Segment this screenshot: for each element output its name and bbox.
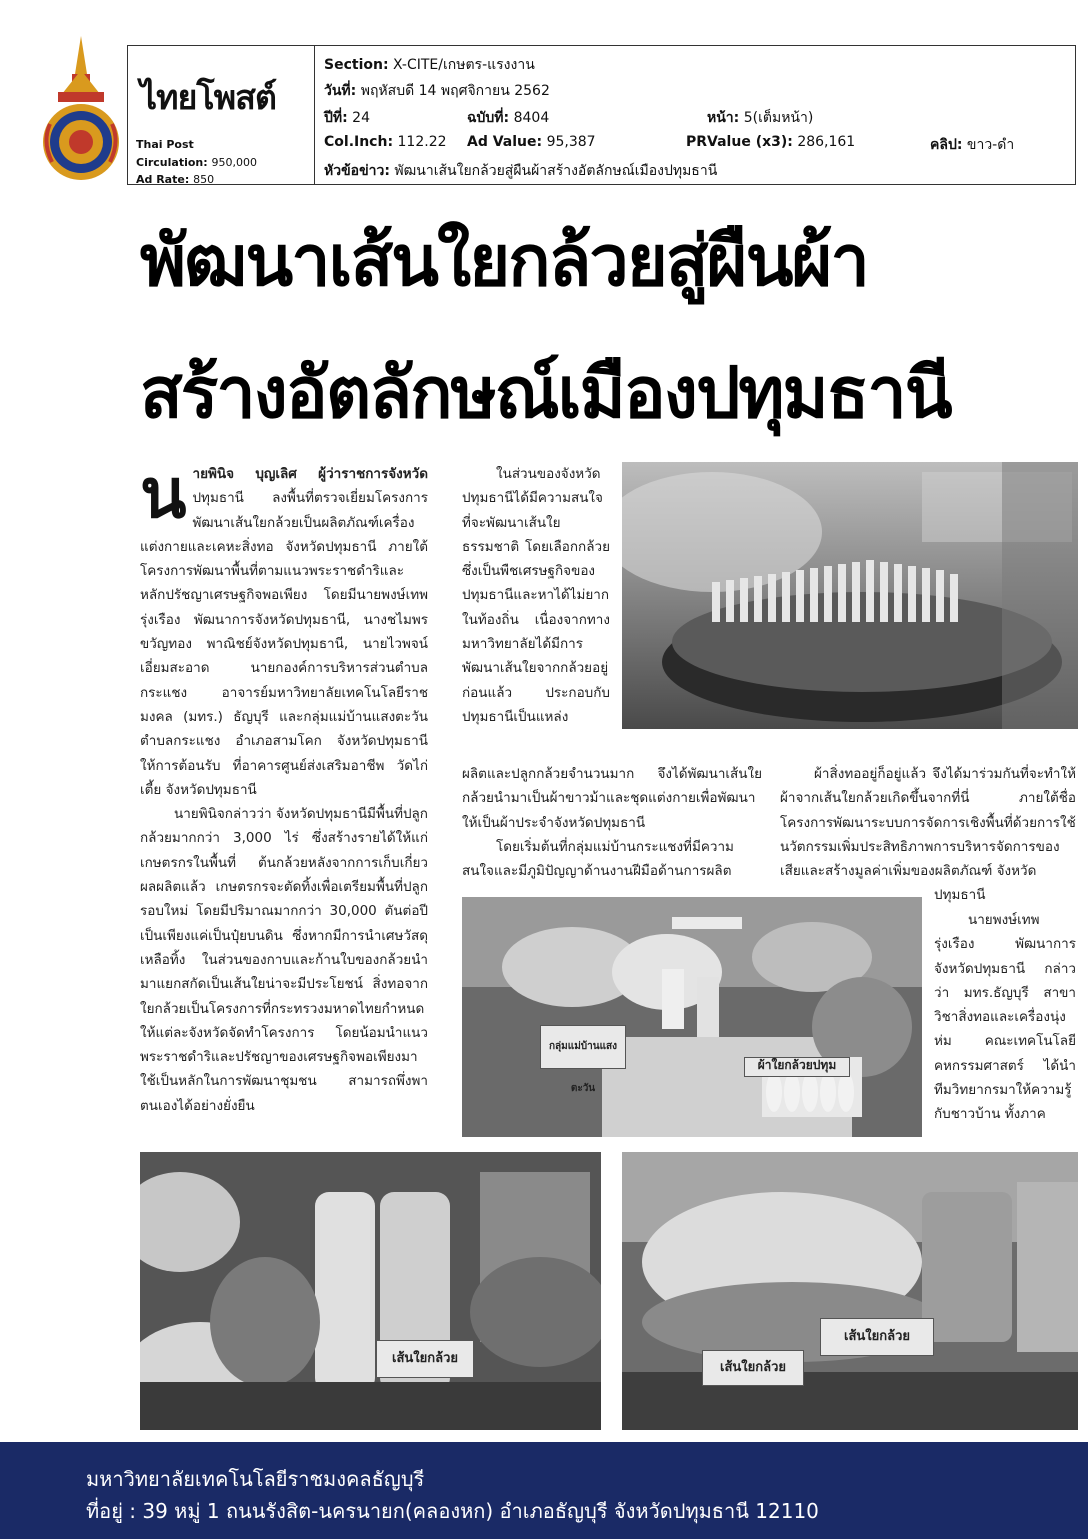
article-col2-paragraph-1-cont: ผลิตและปลูกกล้วยจำนวนมาก จึงได้พัฒนาเส้นใยกล้วยนำมาเป็นผ้าขาวม้าและชุดแต่งกายเพื่อพัฒนาให้เป็นผ้าประจำจังหวัดปทุมธานี [462, 766, 762, 831]
clip-label: คลิป: [930, 137, 963, 153]
photo-thread-spools [622, 462, 1078, 729]
advalue-row [467, 134, 596, 150]
article-col1-paragraph-2: นายพินิจกล่าวว่า จังหวัดปทุมธานีมีพื้นที่ปลูกกล้วยมากกว่า 3,000 ไร่ ซึ่งสร้างรายได้ให้แก่เกษตรกรในพื้นที่ ต้นกล้วยหลังจากการเก็บเกี่ยวผลผลิตแล้ว เกษตรกรจะตัดทิ้งเพื่อเตรียมพื้นที่ปลูกรอบใหม่ โดยมีปริมาณมากกว่า 30,000 ตันต่อปี เป็นเพียงแค่เป็นปุ๋ยบนดิน ซึ่งหากมีการนำเศษวัสดุเหลือทิ้ง ในส่วนของกาบและก้านใบของกล้วยนำมาแยกสกัดเป็นเส้นใยน่าจะมีประโยชน์ สิ่งทอจากใยกล้วยเป็นโครงการที่กระทรวงมหาดไทยกำหนดให้แต่ละจังหวัดจัดทำโครงการ โดยน้อมนำแนวพระราชดำริและปรัชญาของเศรษฐกิจพอเพียงมาใช้เป็นหลักในการพัฒนาชุมชน สามารถพึ่งพาตนเองได้อย่างยั่งยืน [140, 806, 428, 1114]
article-col2-paragraph-1: ในส่วนของจังหวัดปทุมธานีได้มีความสนใจที่จะพัฒนาเส้นใยธรรมชาติ โดยเลือกกล้วยซึ่งเป็นพืชเศรษฐกิจของปทุมธานีและหาได้ไม่ยากในท้องถิ่น เนื่องจากทางมหาวิทยาลัยได้มีการพัฒนาเส้นใยจากกล้วยอยู่ก่อนแล้ว ประกอบกับปทุมธานีเป็นแหล่ง [462, 466, 610, 725]
section-row [324, 54, 535, 76]
headline-label: หัวข้อข่าว: [324, 163, 390, 179]
year-value: 24 [352, 110, 370, 126]
year-row [324, 107, 370, 129]
colinch-value: 112.22 [397, 134, 447, 150]
newspaper-info [128, 46, 315, 184]
section-label: Section: [324, 57, 389, 73]
circulation-label: Circulation: [136, 156, 208, 169]
circulation-value: 950,000 [211, 156, 257, 169]
prvalue-label: PRValue (x3): [686, 134, 793, 150]
article-column-3-top [780, 762, 1076, 908]
headline-line-2: สร้างอัตลักษณ์เมืองปทุมธานี [140, 352, 951, 434]
clipping-info-box [127, 45, 1076, 185]
article-column-1 [140, 455, 428, 1118]
page-label: หน้า: [707, 110, 740, 126]
colinch-row [324, 134, 447, 150]
advalue-value: 95,387 [546, 134, 596, 150]
circulation [136, 156, 257, 169]
newspaper-name-en: Thai Post [136, 138, 194, 151]
newspaper-name: ไทยโพสต์ [140, 78, 276, 118]
headline-line-1: พัฒนาเส้นใยกล้วยสู่ผืนผ้า [140, 220, 868, 302]
headline-value: พัฒนาเส้นใยกล้วยสู่ผืนผ้าสร้างอัตลักษณ์เมืองปทุมธานี [394, 163, 718, 179]
article-col2-paragraph-2: โดยเริ่มต้นที่กลุ่มแม่บ้านกระแชงที่มีความสนใจและมีภูมิปัญญาด้านงานฝีมือด้านการผลิต [462, 838, 734, 880]
article-column-2-bottom [462, 762, 762, 883]
clip-row [930, 134, 1014, 156]
university-logo [38, 34, 124, 184]
university-emblem-icon [38, 34, 124, 184]
article-col3-paragraph-1: ผ้าสิ่งทออยู่ก็อยู่แล้ว จึงได้มาร่วมกันที่จะทำให้ผ้าจากเส้นใยกล้วยเกิดขึ้นจากที่นี่ ภายใต้ชื่อโครงการพัฒนาระบบการจัดการเชิงพื้นที่ด้วยการใช้นวัตกรรมเพิ่มประสิทธิภาพการบริหารจัดการของเสียและสร้างมูลค่าเพิ่มของผลิตภัณฑ์ จังหวัด [780, 766, 1076, 880]
article-col3-paragraph-2: นายพงษ์เทพรุ่งเรือง พัฒนาการจังหวัดปทุมธานี กล่าวว่า มทร.ธัญบุรี สาขาวิชาสิ่งทอและเครื่องนุ่งห่ม คณะเทคโนโลยีคหกรรมศาสตร์ ได้นำทีมวิทยากรมาให้ความรู้กับชาวบ้าน ทั้งภาค [934, 912, 1076, 1123]
page-row [707, 107, 813, 129]
photo-label-fiber-right: เส้นใยกล้วย [820, 1318, 934, 1356]
photo-label-group: กลุ่มแม่บ้านแสงตะวัน [540, 1025, 626, 1069]
ad-rate-label: Ad Rate: [136, 173, 190, 186]
prvalue-row [686, 134, 855, 150]
date-row [324, 80, 550, 102]
section-value: X-CITE/เกษตร-แรงงาน [393, 57, 535, 73]
photo-label-fiber-bottom-left: เส้นใยกล้วย [376, 1340, 474, 1378]
headline-row [324, 160, 717, 182]
advalue-label: Ad Value: [467, 134, 543, 150]
ad-rate-value: 850 [193, 173, 215, 186]
ad-rate [136, 173, 214, 186]
photo-product-display [462, 897, 922, 1137]
prvalue-value: 286,161 [797, 134, 856, 150]
photo-label-fiber-left: เส้นใยกล้วย [702, 1350, 804, 1386]
photo-yarn-cones [140, 1152, 601, 1430]
issue-value: 8404 [513, 110, 550, 126]
clipping-details [324, 52, 1067, 180]
article-lead-name: ายพินิจ บุญเลิศ ผู้ว่าราชการจังหวัด [192, 466, 428, 482]
page-value: 5(เต็มหน้า) [743, 110, 814, 126]
article-dropcap: น [140, 455, 187, 534]
date-label: วันที่: [324, 83, 357, 99]
clip-value: ขาว-ดำ [966, 137, 1015, 153]
date-value: พฤหัสบดี 14 พฤศจิกายน 2562 [360, 83, 550, 99]
university-footer [0, 1442, 1088, 1539]
footer-address: ที่อยู่ : 39 หมู่ 1 ถนนรังสิต-นครนายก(คลองหก) อำเภอธัญบุรี จังหวัดปทุมธานี 12110 [86, 1499, 819, 1523]
article-column-3-bottom [934, 908, 1076, 1127]
issue-label: ฉบับที่: [467, 110, 510, 126]
article-col3-paragraph-1-end: ปทุมธานี [934, 887, 986, 904]
year-label: ปีที่: [324, 110, 348, 126]
issue-row [467, 107, 549, 129]
photo-raw-fiber [622, 1152, 1078, 1430]
photo-label-cloth: ผ้าใยกล้วยปทุม [744, 1057, 850, 1077]
article-col1-paragraph-1: ปทุมธานี ลงพื้นที่ตรวจเยี่ยมโครงการพัฒนาเส้นใยกล้วยเป็นผลิตภัณฑ์เครื่องแต่งกายและเคหะสิ่งทอ จังหวัดปทุมธานี ภายใต้โครงการพัฒนาพื้นที่ตามแนวพระราชดำริและหลักปรัชญาเศรษฐกิจพอเพียง โดยมีนายพงษ์เทพ รุ่งเรือง พัฒนาการจังหวัดปทุมธานี, นางชไมพร ขวัญทอง พาณิชย์จังหวัดปทุมธานี, นายไวพจน์ เอี่ยมสะอาด นายกองค์การบริหารส่วนตำบลกระแชง อาจารย์มหาวิทยาลัยเทคโนโลยีราชมงคล (มทร.) ธัญบุรี และกลุ่มแม่บ้านแสงตะวัน ตำบลกระแชง อำเภอสามโคก จังหวัดปทุมธานี ให้การต้อนรับ ที่อาคารศูนย์ส่งเสริมอาชีพ วัดไก่เตี้ย จังหวัดปทุมธานี [140, 490, 428, 798]
article-column-2-top [462, 462, 610, 729]
footer-university-name: มหาวิทยาลัยเทคโนโลยีราชมงคลธัญบุรี [86, 1467, 425, 1491]
colinch-label: Col.Inch: [324, 134, 394, 150]
